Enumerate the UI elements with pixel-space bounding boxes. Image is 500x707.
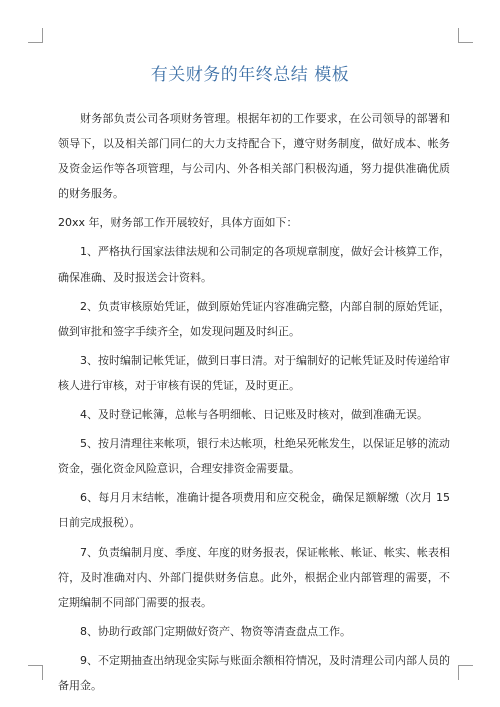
paragraph-year-summary: 20xx 年，财务部工作开展较好，具体方面如下： [58,216,298,230]
paragraph-item-8: 8、协助行政部门定期做好资产、物资等清查盘点工作。 [80,624,351,638]
document-title: 有关财务的年终总结 模板 [150,65,350,85]
paragraph-item-9: 9、不定期抽查出纳现金实际与账面余额相符情况，及时清理公司内部人员的备用金。 [58,653,450,692]
paragraph-item-4: 4、及时登记帐簿，总帐与各明细帐、日记账及时核对，做到准确无误。 [80,408,428,422]
crop-mark-bottom-left [28,665,43,680]
crop-mark-bottom-right [458,665,473,680]
paragraph-item-5: 5、按月清理往来帐项，银行未达帐项，杜绝呆死帐发生，以保证足够的流动资金，强化资金风险意识，合理安排资金需要量。 [58,437,450,476]
paragraph-item-3: 3、按时编制记帐凭证，做到日事日清。对于编制好的记帐凭证及时传递给审核人进行审核，对于审核有误的凭证，及时更正。 [58,353,450,392]
paragraph-item-7: 7、负责编制月度、季度、年度的财务报表，保证帐帐、帐证、帐实、帐表相符，及时准确对内、外部门提供财务信息。此外，根据企业内部管理的需要，不定期编制不同部门需要的报表。 [58,545,450,609]
document-body [58,106,450,702]
paragraph-item-2: 2、负责审核原始凭证，做到原始凭证内容准确完整，内部自制的原始凭证，做到审批和签字手续齐全，如发现问题及时纠正。 [58,299,450,338]
paragraph-item-6: 6、每月月末结帐，准确计提各项费用和应交税金，确保足额解缴（次月 15 日前完成报税）。 [58,491,450,530]
crop-mark-top-left [28,28,43,43]
crop-mark-top-right [458,28,473,43]
paragraph-intro: 财务部负责公司各项财务管理。根据年初的工作要求，在公司领导的部署和领导下，以及相关部门同仁的大力支持配合下，遵守财务制度，做好成本、帐务及资金运作等各项管理，与公司内、外各相关部门积极沟通，努力提供准确优质的财务服务。 [58,112,450,201]
paragraph-item-1: 1、严格执行国家法律法规和公司制定的各项规章制度，做好会计核算工作，确保准确、及时报送会计资料。 [58,245,450,284]
